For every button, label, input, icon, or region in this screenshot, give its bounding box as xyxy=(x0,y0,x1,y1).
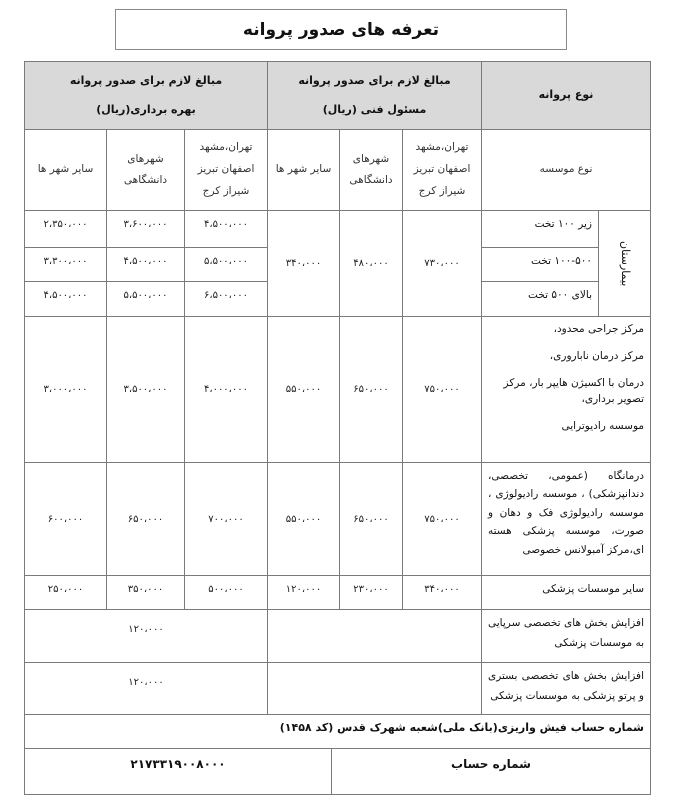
tech-other xyxy=(267,462,340,576)
fee-value: ۴،۵۰۰،۰۰۰ xyxy=(123,256,168,267)
op-major xyxy=(184,316,268,463)
hospital-row-label xyxy=(481,247,599,282)
op-major xyxy=(184,575,268,610)
header-operation xyxy=(24,61,268,130)
fee-value: ۵۰۰،۰۰۰ xyxy=(208,584,244,595)
hospital-tech-other xyxy=(267,210,340,317)
fee-value: ۷۵۰،۰۰۰ xyxy=(424,384,460,395)
expansion-operation-fee xyxy=(24,662,268,715)
fee-value: ۳۴۰،۰۰۰ xyxy=(285,258,322,269)
tech-university xyxy=(339,462,403,576)
expansion-text: افزایش بخش های تخصصی سرپایی به موسسات پزشکی xyxy=(488,617,644,649)
fee-value: ۲۵۰،۰۰۰ xyxy=(47,584,84,595)
fee-value: ۵۵۰،۰۰۰ xyxy=(285,384,322,395)
institution-line: موسسه رادیوترایی xyxy=(561,420,644,433)
op-major xyxy=(184,462,268,576)
hospital-label: بیمارستان xyxy=(618,240,632,287)
fee-value: ۷۵۰،۰۰۰ xyxy=(424,513,460,525)
fee-value: ۶۵۰،۰۰۰ xyxy=(353,513,389,525)
institution-line: درمان با اکسیژن هایپر بار، مرکز تصویر برداری، xyxy=(503,376,644,406)
expansion-text: افزایش بخش های تخصصی بستری و پرتو پزشکی به موسسات پزشکی xyxy=(488,670,644,702)
fee-value: ۱۲۰،۰۰۰ xyxy=(128,624,164,635)
fee-value: ۴،۵۰۰،۰۰۰ xyxy=(203,219,249,230)
expansion-operation-fee xyxy=(24,609,268,663)
fee-value: ۵،۵۰۰،۰۰۰ xyxy=(203,256,249,267)
major-cities-label: تهران،مشهد اصفهان تبریز شیراز کرج xyxy=(413,141,471,198)
fee-value: ۴،۵۰۰،۰۰۰ xyxy=(43,290,88,301)
tech-other xyxy=(267,316,340,463)
header-technical-manager xyxy=(267,61,482,130)
bank-info-text: شماره حساب فیش واریزی(بانک ملی)شعبه شهرک قدس (کد ۱۴۵۸) xyxy=(279,721,644,734)
university-cities-label: شهرهای دانشگاهی xyxy=(349,153,393,186)
hospital-op-university xyxy=(106,281,185,317)
fee-value: ۴،۰۰۰،۰۰۰ xyxy=(203,384,249,395)
hospital-op-other xyxy=(24,247,107,282)
institution-text: درمانگاه (عمومی، تخصصی، دندانپزشکی) ، موسسه رادیولوژی ، موسسه رادیولوژی فک و دهان و صورت، موسسه پزشکی هسته ای،مرکز آمبولانس خصوصی xyxy=(488,470,644,556)
hospital-row-label xyxy=(481,281,599,317)
hospital-op-other xyxy=(24,281,107,317)
fee-value: ۳،۳۰۰،۰۰۰ xyxy=(43,256,88,267)
bed-range-label: ۱۰۰-۵۰۰ تخت xyxy=(531,255,592,267)
university-cities-label: شهرهای دانشگاهی xyxy=(123,153,168,186)
header-institution-type xyxy=(481,129,651,211)
fee-value: ۶۵۰،۰۰۰ xyxy=(353,384,389,395)
bank-info xyxy=(24,714,651,749)
fee-value: ۶۵۰،۰۰۰ xyxy=(127,513,164,525)
tech-major xyxy=(402,575,482,610)
op-other xyxy=(24,462,107,576)
fee-value: ۷۳۰،۰۰۰ xyxy=(424,258,460,269)
fee-value: ۳،۰۰۰،۰۰۰ xyxy=(43,384,88,395)
account-label: شماره حساب xyxy=(451,757,531,771)
bed-range-label: زیر ۱۰۰ تخت xyxy=(534,218,592,230)
hospital-label-cell xyxy=(598,210,651,317)
expansion-description xyxy=(481,609,651,663)
other-cities-label: سایر شهر ها xyxy=(37,163,94,176)
fee-value: ۲،۳۵۰،۰۰۰ xyxy=(43,219,88,230)
account-number-cell xyxy=(24,748,332,795)
institution-line: مرکز جراحی محدود، xyxy=(553,323,644,335)
header-tech-university-cities xyxy=(339,129,403,211)
op-other xyxy=(24,575,107,610)
fee-value: ۳۵۰،۰۰۰ xyxy=(127,584,164,595)
fee-value: ۵۵۰،۰۰۰ xyxy=(285,513,322,525)
expansion-description xyxy=(481,662,651,715)
header-op-university-cities xyxy=(106,129,185,211)
hospital-tech-major xyxy=(402,210,482,317)
institution-description xyxy=(481,575,651,610)
tech-major xyxy=(402,316,482,463)
institution-text: سایر موسسات پزشکی xyxy=(542,583,644,595)
header-op-other-cities xyxy=(24,129,107,211)
hospital-op-major xyxy=(184,210,268,248)
fee-value: ۱۲۰،۰۰۰ xyxy=(285,584,322,595)
op-university xyxy=(106,575,185,610)
fee-value: ۴۸۰،۰۰۰ xyxy=(353,258,389,269)
op-university xyxy=(106,316,185,463)
hospital-op-other xyxy=(24,210,107,248)
tech-university xyxy=(339,316,403,463)
account-number: ۲۱۷۳۳۱۹۰۰۸۰۰۰ xyxy=(130,757,226,771)
fee-value: ۷۰۰،۰۰۰ xyxy=(208,513,244,525)
header-operation-line1: مبالغ لازم برای صدور پروانه xyxy=(69,73,223,87)
fee-value: ۶،۵۰۰،۰۰۰ xyxy=(203,290,249,301)
fee-value: ۳۴۰،۰۰۰ xyxy=(424,584,460,595)
expansion-technical-fee xyxy=(267,609,482,663)
header-operation-line2: بهره برداری(ریال) xyxy=(96,102,196,116)
hospital-row-label xyxy=(481,210,599,248)
fee-value: ۱۲۰،۰۰۰ xyxy=(128,677,164,688)
header-license-type xyxy=(481,61,651,130)
bed-range-label: بالای ۵۰۰ تخت xyxy=(528,289,592,301)
header-institution-type-label: نوع موسسه xyxy=(539,163,593,176)
fee-value: ۶۰۰،۰۰۰ xyxy=(47,513,84,525)
header-op-major-cities xyxy=(184,129,268,211)
hospital-op-university xyxy=(106,210,185,248)
tech-other xyxy=(267,575,340,610)
fee-value: ۳،۵۰۰،۰۰۰ xyxy=(123,384,168,395)
header-tech-other-cities xyxy=(267,129,340,211)
hospital-op-major xyxy=(184,281,268,317)
expansion-technical-fee xyxy=(267,662,482,715)
fee-value: ۵،۵۰۰،۰۰۰ xyxy=(123,290,168,301)
hospital-tech-university xyxy=(339,210,403,317)
hospital-op-university xyxy=(106,247,185,282)
header-license-type-label: نوع پروانه xyxy=(538,88,594,102)
account-label-cell xyxy=(331,748,651,795)
header-tech-major-cities xyxy=(402,129,482,211)
page-title: تعرفه های صدور پروانه xyxy=(115,9,567,50)
major-cities-label: تهران،مشهد اصفهان تبریز شیراز کرج xyxy=(197,141,255,198)
institution-line: مرکز درمان ناباروری، xyxy=(549,349,644,362)
hospital-op-major xyxy=(184,247,268,282)
op-other xyxy=(24,316,107,463)
tech-major xyxy=(402,462,482,576)
fee-value: ۲۳۰،۰۰۰ xyxy=(353,584,389,595)
op-university xyxy=(106,462,185,576)
institution-description xyxy=(481,316,651,463)
header-technical-line2: مسئول فنی (ریال) xyxy=(322,102,427,116)
other-cities-label: سایر شهر ها xyxy=(275,163,332,176)
institution-description xyxy=(481,462,651,576)
tech-university xyxy=(339,575,403,610)
header-technical-line1: مبالغ لازم برای صدور پروانه xyxy=(298,73,451,87)
fee-value: ۳،۶۰۰،۰۰۰ xyxy=(123,219,168,230)
